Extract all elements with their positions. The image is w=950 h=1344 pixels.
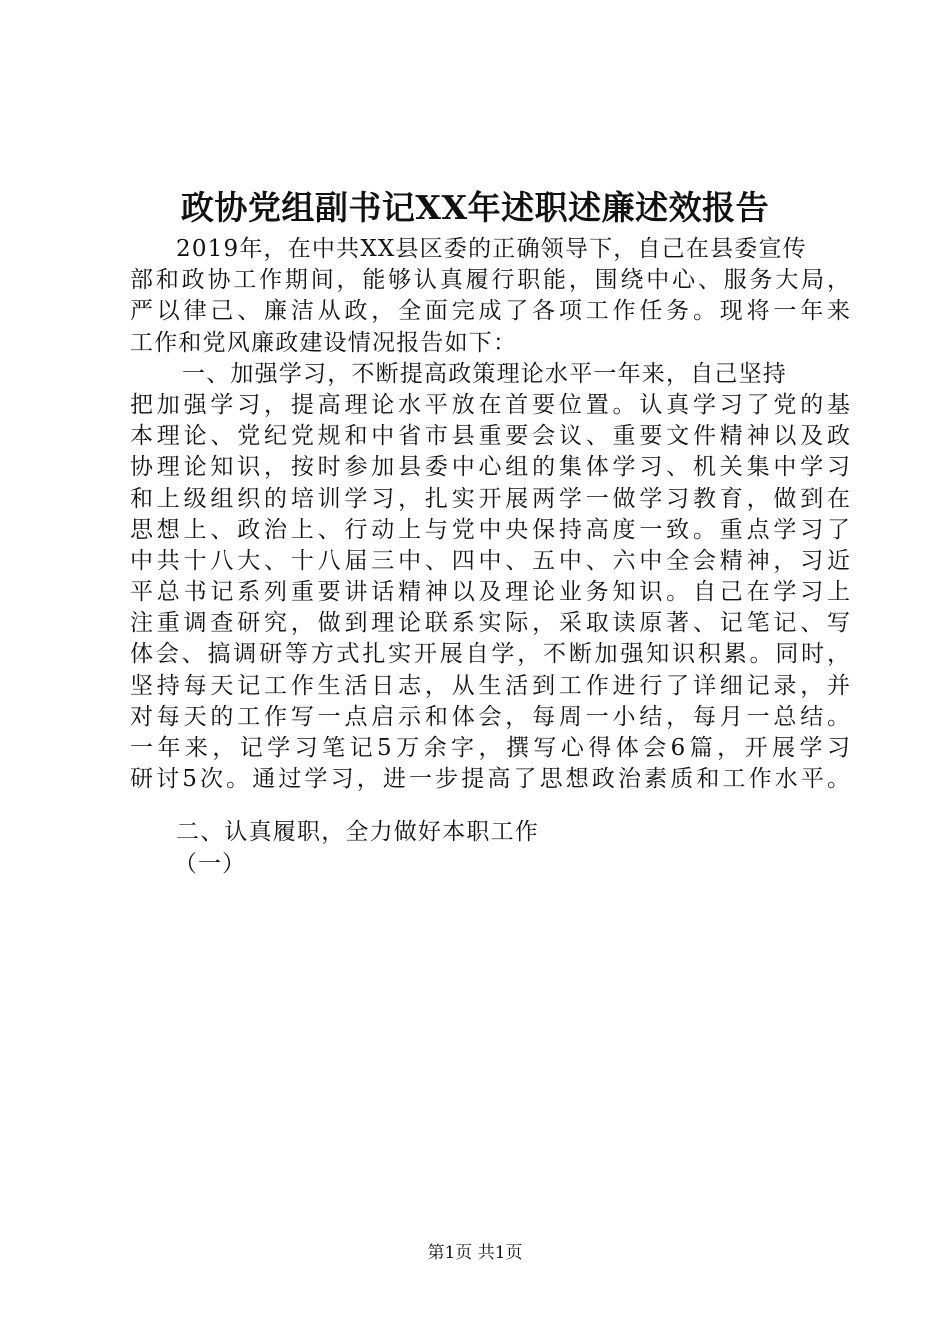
intro-line-4: 工作和党风廉政建设情况报告如下： [130,329,518,356]
section1-line-9: 注重调查研究，做到理论联系实际，采取读原著、记笔记、写 [130,610,850,637]
paragraph-gap [130,795,850,817]
document-body [130,234,850,880]
section1-line-8: 平总书记系列重要讲话精神以及理论业务知识。自己在学习上 [130,579,850,606]
intro-line-1: 2019年，在中共XX县区委的正确领导下，自己在县委宣传 [176,236,807,262]
section1-line-7: 中共十八大、十八届三中、四中、五中、六中全会精神，习近 [130,547,850,574]
section1-line-14: 研讨5次。通过学习，进一步提高了思想政治素质和工作水平。 [130,766,850,793]
section1-line-11: 坚持每天记工作生活日志，从生活到工作进行了详细记录，并 [130,672,850,699]
intro-line-3: 严以律己、廉洁从政，全面完成了各项工作任务。现将一年来 [130,298,850,325]
section2-subheading: （一） [174,850,246,877]
intro-line-2: 部和政协工作期间，能够认真履行职能，围绕中心、服务大局， [130,267,850,294]
section1-line-2: 把加强学习，提高理论水平放在首要位置。认真学习了党的基 [130,391,850,418]
section1-line-5: 和上级组织的培训学习，扎实开展两学一做学习教育，做到在 [130,485,850,512]
section1-line-12: 对每天的工作写一点启示和体会，每周一小结，每月一总结。 [130,703,850,730]
section1-line-13: 一年来，记学习笔记5万余字，撰写心得体会6篇，开展学习 [130,735,850,761]
section1-line-3: 本理论、党纪党规和中省市县重要会议、重要文件精神以及政 [130,423,850,450]
document-title: 政协党组副书记XX年述职述廉述效报告 [180,188,770,227]
page-footer: 第1页 共1页 [427,1243,523,1263]
section1-line-10: 体会、搞调研等方式扎实开展自学，不断加强知识积累。同时， [130,641,850,668]
section1-line-1: 一、加强学习，不断提高政策理论水平一年来，自己坚持 [182,360,787,387]
section1-line-6: 思想上、政治上、行动上与党中央保持高度一致。重点学习了 [130,516,850,543]
section2-heading: 二、认真履职，全力做好本职工作 [176,819,539,846]
section1-line-4: 协理论知识，按时参加县委中心组的集体学习、机关集中学习 [130,454,850,481]
